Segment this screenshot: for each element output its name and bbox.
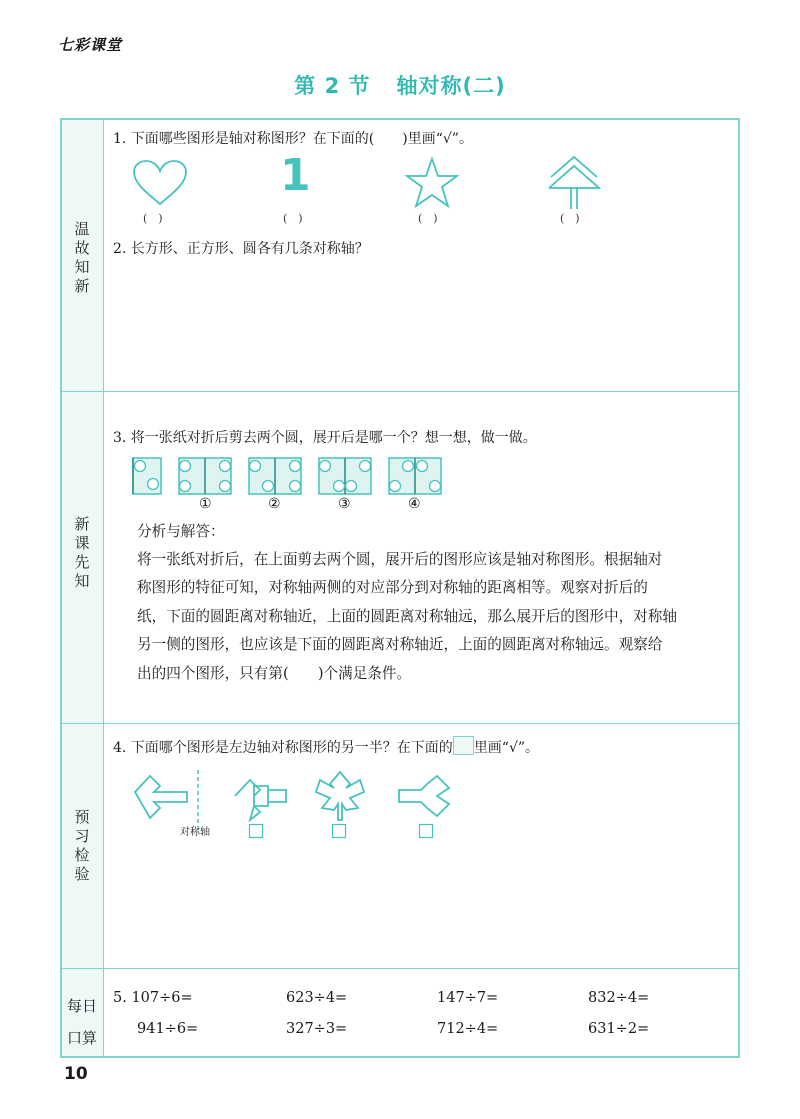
page-title <box>0 70 800 100</box>
option-arrow-3 <box>397 770 453 822</box>
side-label-preview: 新 课 先 知 <box>74 515 90 590</box>
option-figure-3[interactable] <box>318 457 372 495</box>
section-number: 第 2 节 <box>294 74 371 98</box>
option-label-1: ① <box>199 496 212 512</box>
option-figure-2[interactable] <box>248 457 302 495</box>
calc-item: 712÷4= <box>437 1021 499 1037</box>
option-label-3: ③ <box>338 496 351 512</box>
question-4: 4. 下面哪个图形是左边轴对称图形的另一半？在下面的 里画“√”。 <box>113 736 539 757</box>
calc-item: 147÷7= <box>437 990 499 1006</box>
calc-item: 941÷6= <box>137 1021 199 1037</box>
side-label-daily-calc: 每日 口算 <box>66 997 97 1047</box>
page-number: 10 <box>64 1064 88 1084</box>
answer-paren-3[interactable]: ( ) <box>418 212 438 225</box>
calc-item: 631÷2= <box>588 1021 650 1037</box>
brand-logo: 七彩课堂 <box>58 36 123 54</box>
answer-paren-2[interactable]: ( ) <box>283 212 303 225</box>
side-label-check: 预 习 检 验 <box>74 808 90 883</box>
option-arrow-1 <box>232 770 288 822</box>
section-divider <box>60 968 740 969</box>
calc-item: 327÷3= <box>286 1021 348 1037</box>
option-figure-1[interactable] <box>178 457 232 495</box>
calc-item: 832÷4= <box>588 990 650 1006</box>
analysis-paragraph: 将一张纸对折后，在上面剪去两个圆，展开后的图形应该是轴对称图形。根据轴对 称图形的特征可知，对称轴两侧的对应部分到对称轴的距离相等。观察对折后的 纸，下面的圆距离对称轴近，上面的圆距离对称轴远，那么展开后的图形中，对称轴 另一侧的图形，也应该是下面的圆距离对称轴近，上面的圆距离对称轴远。观察给 出的四个图形，只有第( )个满足条件。 <box>137 551 677 682</box>
analysis-heading: 分析与解答： <box>137 523 225 540</box>
option-figure-4[interactable] <box>388 457 442 495</box>
side-label-review: 温 故 知 新 <box>74 220 90 295</box>
digit-one-figure: 1 <box>280 150 311 201</box>
answer-checkbox-2[interactable] <box>332 824 346 838</box>
section-topic: 轴对称(二) <box>396 74 506 98</box>
answer-checkbox-1[interactable] <box>249 824 263 838</box>
section-divider <box>60 391 740 392</box>
calc-item: 623÷4= <box>286 990 348 1006</box>
axis-label: 对称轴 <box>180 827 210 838</box>
answer-paren-4[interactable]: ( ) <box>560 212 580 225</box>
tree-figure <box>547 155 601 211</box>
answer-paren-1[interactable]: ( ) <box>143 212 163 225</box>
option-label-4: ④ <box>408 496 421 512</box>
calc-item: 5. 107÷6= <box>113 990 193 1006</box>
star-figure <box>405 158 459 208</box>
heart-figure <box>133 160 187 206</box>
question-3: 3. 将一张纸对折后剪去两个圆，展开后是哪一个？想一想，做一做。 <box>113 430 537 446</box>
section-divider <box>60 723 740 724</box>
option-label-2: ② <box>268 496 281 512</box>
option-arrow-2 <box>312 770 368 822</box>
folded-paper-figure <box>132 457 162 495</box>
answer-checkbox-3[interactable] <box>419 824 433 838</box>
answer-box-sample <box>453 736 474 755</box>
question-2: 2. 长方形、正方形、圆各有几条对称轴？ <box>113 241 369 257</box>
question-1: 1. 下面哪些图形是轴对称图形？在下面的( )里画“√”。 <box>113 131 473 147</box>
